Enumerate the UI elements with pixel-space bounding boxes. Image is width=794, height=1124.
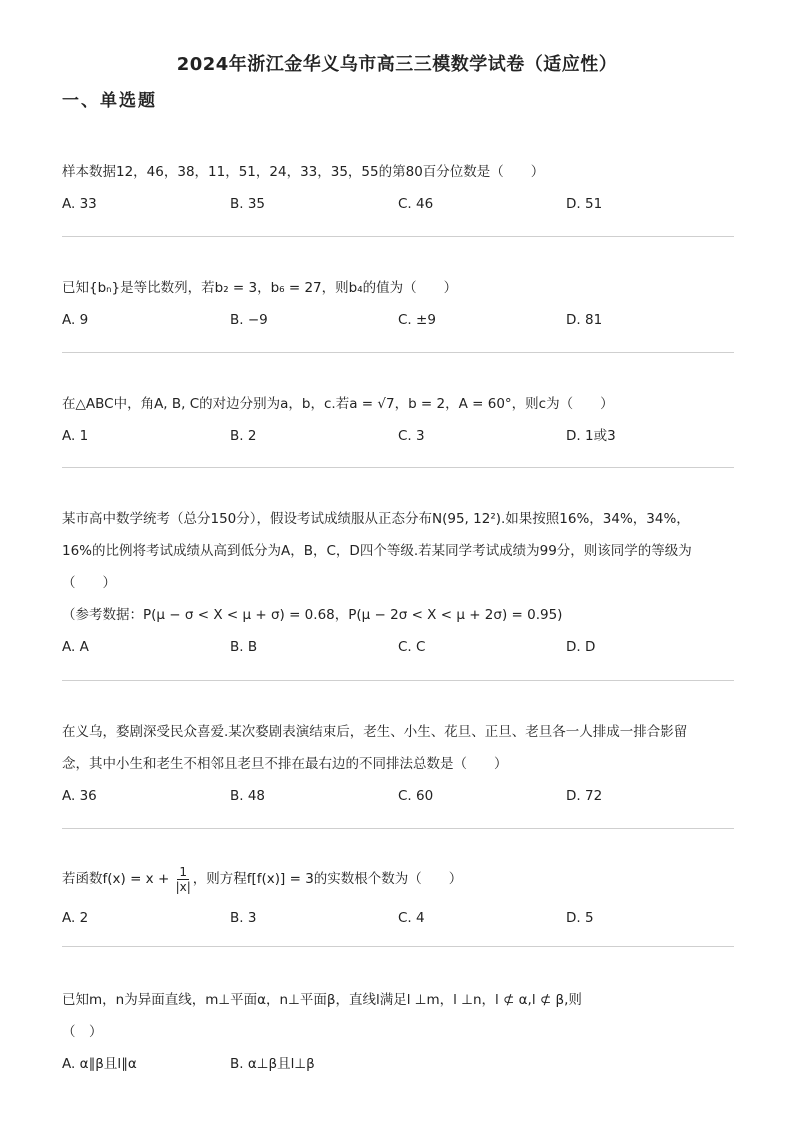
option-b: B. −9: [230, 312, 268, 328]
question-text: 已知m，n为异面直线，m⊥平面α，n⊥平面β，直线l满足l ⊥m，l ⊥n，l ⊄ α,l ⊄ β,则: [62, 992, 582, 1008]
option-d: D. D: [566, 639, 596, 655]
question-text: 念，其中小生和老生不相邻且老旦不排在最右边的不同排法总数是（ ）: [62, 756, 508, 772]
divider: [62, 946, 734, 947]
divider: [62, 828, 734, 829]
question-text: 某市高中数学统考（总分150分），假设考试成绩服从正态分布N(95, 12²).如果按照16%，34%，34%，: [62, 511, 690, 527]
question-4: [62, 503, 734, 663]
fraction-numerator: 1: [179, 864, 187, 879]
option-b: B. α⊥β且l⊥β: [230, 1056, 315, 1072]
question-text-pre: 若函数f(x) = x +: [62, 871, 174, 887]
question-text-post: ，则方程f[f(x)] = 3的实数根个数为（ ）: [192, 871, 463, 887]
option-b: B. 35: [230, 196, 266, 212]
fraction-denominator: |x|: [175, 879, 191, 894]
fraction: [176, 865, 191, 894]
option-b: B. B: [230, 639, 258, 655]
divider: [62, 680, 734, 681]
option-a: A. A: [62, 639, 89, 655]
option-c: C. 46: [398, 196, 434, 212]
option-d: D. 1或3: [566, 428, 616, 444]
option-a: A. 9: [62, 312, 89, 328]
question-text: 16%的比例将考试成绩从高到低分为A，B，C，D四个等级.若某同学考试成绩为99分，则该同学的等级为: [62, 543, 692, 559]
divider: [62, 467, 734, 468]
option-c: C. C: [398, 639, 426, 655]
question-text: 在△ABC中，角A, B, C的对边分别为a，b，c.若a = √7，b = 2，A = 60°，则c为（ ）: [62, 396, 614, 412]
question-3: [62, 388, 734, 452]
reference-data: （参考数据：P(μ − σ < X < μ + σ) = 0.68，P(μ − 2σ < X < μ + 2σ) = 0.95): [62, 607, 563, 623]
option-b: B. 3: [230, 910, 257, 926]
question-text: （ ）: [62, 1024, 103, 1040]
question-text: [62, 856, 734, 902]
option-b: B. 2: [230, 428, 257, 444]
section-heading: 一、单选题: [62, 91, 157, 111]
option-a: A. α∥β且l∥α: [62, 1056, 137, 1072]
divider: [62, 236, 734, 237]
question-text: 样本数据12，46，38，11，51，24，33，35，55的第80百分位数是（ ）: [62, 164, 545, 180]
option-d: D. 81: [566, 312, 603, 328]
option-d: D. 72: [566, 788, 603, 804]
page-title: 2024年浙江金华义乌市高三三模数学试卷（适应性）: [176, 54, 618, 75]
option-a: A. 33: [62, 196, 97, 212]
question-7: [62, 984, 734, 1080]
option-d: D. 51: [566, 196, 603, 212]
question-5: [62, 716, 734, 812]
option-c: C. 4: [398, 910, 425, 926]
question-1: [62, 156, 734, 220]
option-a: A. 2: [62, 910, 89, 926]
question-6: [62, 856, 734, 934]
question-text: （ ）: [62, 575, 116, 591]
option-c: C. 60: [398, 788, 434, 804]
option-b: B. 48: [230, 788, 266, 804]
option-d: D. 5: [566, 910, 594, 926]
option-a: A. 36: [62, 788, 97, 804]
question-text: 已知{bₙ}是等比数列，若b₂ = 3，b₆ = 27，则b₄的值为（ ）: [62, 280, 458, 296]
option-c: C. 3: [398, 428, 425, 444]
option-c: C. ±9: [398, 312, 436, 328]
divider: [62, 352, 734, 353]
question-2: [62, 272, 734, 336]
question-text: 在义乌，婺剧深受民众喜爱.某次婺剧表演结束后，老生、小生、花旦、正旦、老旦各一人排成一排合影留: [62, 724, 688, 740]
option-a: A. 1: [62, 428, 89, 444]
